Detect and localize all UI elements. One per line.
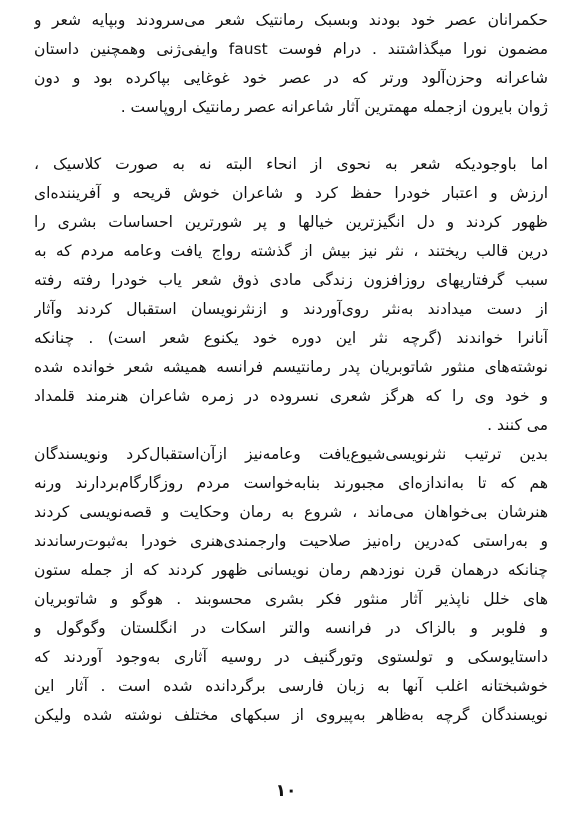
text-line: مضمون نورا میگذاشتند . درام فوست faust وایفی‌ژنی وهمچنین داستان bbox=[34, 40, 548, 58]
text-line: خوشبختانه اغلب آنها به زبان فارسی برگردانده شده است . آثار این bbox=[34, 677, 548, 695]
text-line: های خلل ناپذیر آثار منثور فکر بشری محسوبند . هوگو و شاتوبریان bbox=[34, 590, 548, 608]
text-line: و فلوبر و بالزاک در فرانسه والتر اسکات در انگلستان وگوگول و bbox=[34, 619, 548, 637]
text-line: داستایوسکی و تولستوی وتورگنیف در روسیه آثاری به‌وجود آوردند که bbox=[34, 648, 548, 666]
text-line: شاعرانه وحزن‌آلود ورتر که در عصر خود غوغایی بپاکرده بود و دون bbox=[34, 69, 548, 87]
text-line: درین قالب ریختند ، نثر نیز بیش از گذشته رواج یافت وعامه مردم که به bbox=[34, 242, 548, 260]
text-line: و به‌راستی که‌درین راه‌نیز صلاحیت وارجمندی‌هنری خودرا به‌ثبوت‌رساندند bbox=[34, 532, 548, 550]
text-line: بدین ترتیب نثرنویسی‌شیوع‌یافت وعامه‌نیز ازآن‌استقبال‌کرد ونویسندگان bbox=[34, 445, 548, 463]
text-line: نویسندگان گرچه به‌ظاهر به‌پیروی از سبکهای مختلف نوشته شده ولیکن bbox=[34, 706, 548, 724]
text-line: آنانرا خواندند (گرچه نثر این دوره خود یکنوع شعر است) . چنانکه bbox=[34, 329, 548, 347]
text-line: سبب گرفتاریهای روزافزون زندگی مادی ذوق شعر یاب خودرا رفته رفته bbox=[34, 271, 548, 289]
paragraph-1 bbox=[34, 6, 548, 122]
text-line: حکمرانان عصر خود بودند وبسبک رمانتیک شعر می‌سرودند وبپایه شعر و bbox=[34, 11, 548, 29]
text-line: ظهور کردند و دل انگیزترین خیالها و پر شورترین احساسات بشری را bbox=[34, 213, 548, 231]
text-line: اما باوجودیکه شعر به نحوی از انحاء البته نه به صورت کلاسیک ، bbox=[34, 155, 548, 173]
text-line: و خود وی را که هرگز شعری نسروده در زمره شاعران هنرمند قلمداد bbox=[34, 387, 548, 405]
text-line: می کنند . bbox=[487, 416, 548, 434]
page-number: ۱۰ bbox=[275, 781, 297, 801]
text-line: ارزش و اعتبار خودرا حفظ کرد و شاعران خوش قریحه و آفریننده‌ای bbox=[34, 184, 548, 202]
text-line: هنرشان بی‌خواهان می‌ماند ، شروع به رمان وحکایت و قصه‌نویسی کردند bbox=[34, 503, 548, 521]
text-line: نوشته‌های منثور شاتوبریان پدر رمانتیسم فرانسه همیشه شعر خوانده شده bbox=[34, 358, 548, 376]
text-line: از دست میدادند به‌نثر روی‌آوردند و ازنثرنویسان استقبال کردند وآثار bbox=[34, 300, 548, 318]
text-line: هم که تا به‌اندازه‌ای مجبورند بنابه‌خواست مردم روزگارگام‌بردارند ورنه bbox=[34, 474, 548, 492]
text-line: چنانکه درهمان قرن نوزدهم رمان نویسانی ظهور کردند که از جمله ستون bbox=[34, 561, 548, 579]
paragraph-2 bbox=[34, 150, 548, 440]
text-line: ژوان بایرون ازجمله مهمترین آثار شاعرانه عصر رمانتیک اروپاست . bbox=[120, 98, 548, 116]
paragraph-3 bbox=[34, 440, 548, 730]
